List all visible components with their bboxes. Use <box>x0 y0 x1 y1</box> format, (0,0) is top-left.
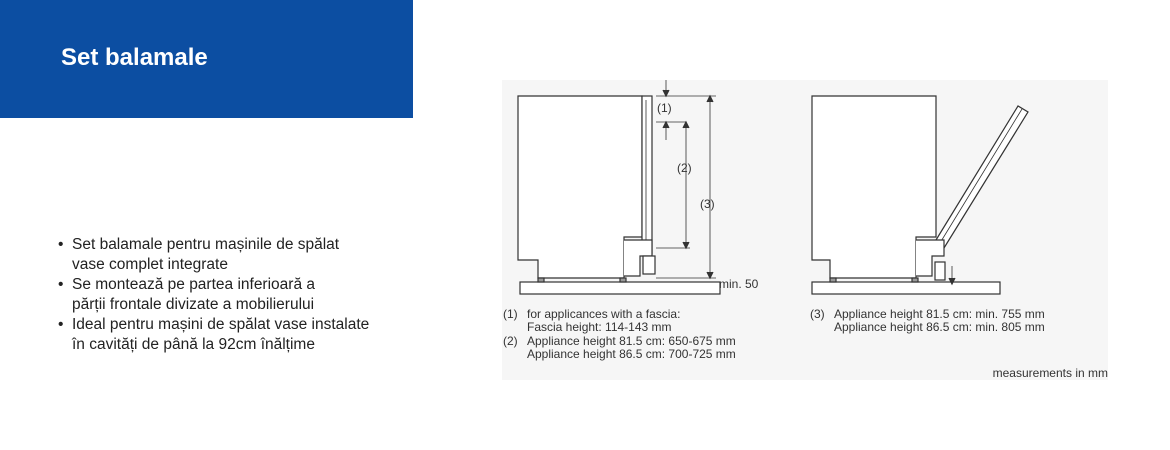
feature-line: Ideal pentru mașini de spălat vase instalate <box>72 316 370 333</box>
note-3-number: (3) <box>810 307 825 321</box>
label-min50: min. 50 <box>719 277 759 291</box>
note-2-line1: Appliance height 81.5 cm: 650-675 mm <box>527 334 736 348</box>
note-1-line2: Fascia height: 114-143 mm <box>527 320 672 334</box>
page-title: Set balamale <box>61 44 208 71</box>
feature-line: Se montează pe partea inferioară a <box>72 276 315 293</box>
feature-item <box>58 275 418 315</box>
feature-list <box>58 235 418 355</box>
note-2-line2: Appliance height 86.5 cm: 700-725 mm <box>527 347 736 361</box>
feature-line: vase complet integrate <box>72 256 228 273</box>
feature-line: în cavități de până la 92cm înălțime <box>72 336 315 353</box>
note-2-number: (2) <box>503 334 518 348</box>
floor-plinth <box>520 282 720 294</box>
door-panel <box>642 96 652 254</box>
installation-diagram <box>500 76 1120 388</box>
feature-item <box>58 235 418 275</box>
note-1-line1: for applicances with a fascia: <box>527 307 681 321</box>
feature-line: Set balamale pentru mașinile de spălat <box>72 236 340 253</box>
label-3: (3) <box>700 197 715 211</box>
note-3-line2: Appliance height 86.5 cm: min. 805 mm <box>834 320 1045 334</box>
units-note: measurements in mm <box>992 366 1108 380</box>
feature-item <box>58 315 418 355</box>
label-1: (1) <box>657 101 672 115</box>
note-3-line1: Appliance height 81.5 cm: min. 755 mm <box>834 307 1045 321</box>
label-2: (2) <box>677 161 692 175</box>
title-banner <box>0 0 413 118</box>
dishwasher-body <box>518 96 642 278</box>
floor-plinth <box>812 282 1000 294</box>
feature-line: părții frontale divizate a mobilierului <box>72 296 315 313</box>
note-1-number: (1) <box>503 307 518 321</box>
